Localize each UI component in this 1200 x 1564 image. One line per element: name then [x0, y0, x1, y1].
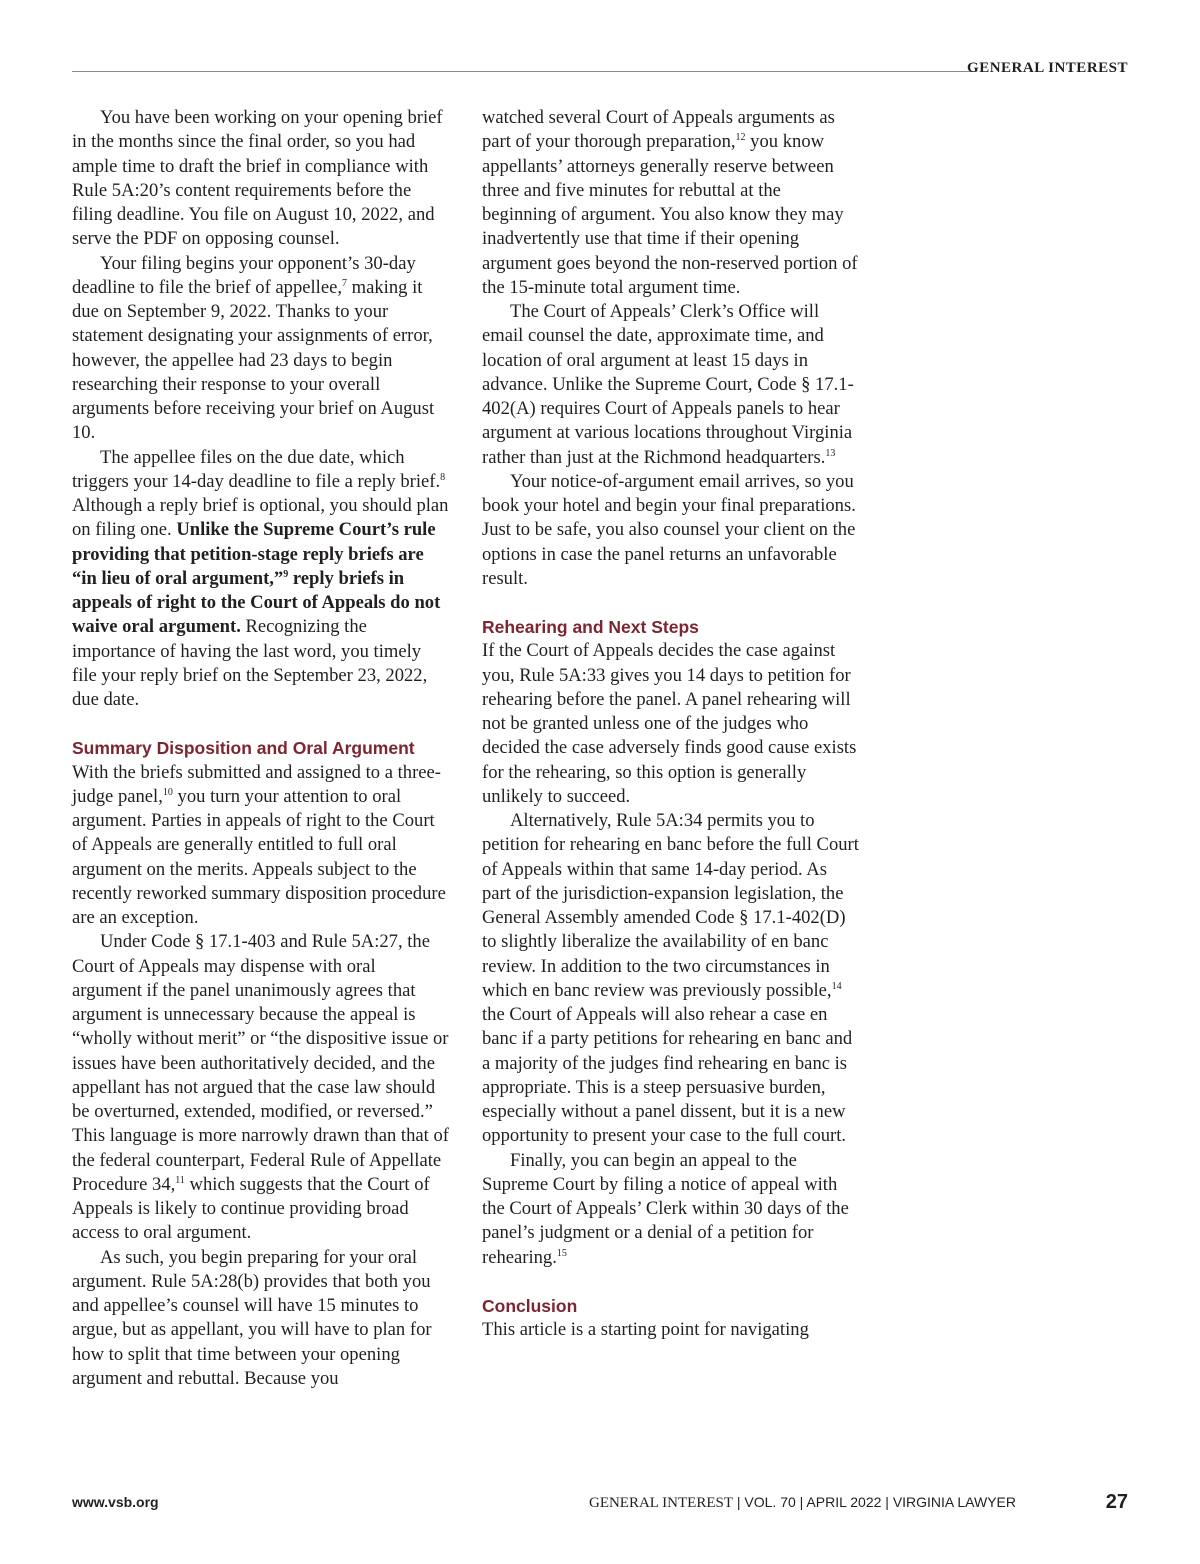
footnote-ref: 15 [556, 1247, 567, 1259]
footnote-ref: 13 [825, 447, 836, 459]
paragraph: Alternatively, Rule 5A:34 permits you to petition for rehearing en banc before the full Court of Appeals within that same 14-day period. As part of the jurisdiction-expansion legislation, the General Assembly amended Code § 17.1-402(D) to slightly liberalize the availability of en banc review. In addition to the two circumstances in which en banc review was previously possible,$^{14}$ the Court of Appeals will also rehear a case en banc if a party petitions for rehearing en banc and a majority of the judges find rehearing en banc is appropriate. This is a steep persuasive burden, especially without a panel dissent, but it is a new opportunity to present your case to the full court. [482, 810, 859, 1147]
footnote-ref: 9 [283, 568, 289, 580]
paragraph: Your filing begins your opponent’s 30-day deadline to file the brief of appellee,$^7$ making it due on September 9, 2022. Thanks to your statement designating your assignments of error, however, the appellee had 23 days to begin researching their response to your overall arguments before receiving your brief on August 10. [72, 252, 435, 444]
left-column [72, 106, 449, 1391]
section-header: GENERAL INTEREST [967, 60, 1128, 76]
footnote-ref: 14 [831, 980, 842, 992]
paragraph: As such, you begin preparing for your oral argument. Rule 5A:28(b) provides that both you and appellee’s counsel will have 15 minutes to argue, but as appellant, you will have to plan for how to split that time between your opening argument and rebuttal. Because you [72, 1246, 432, 1389]
paragraph: With the briefs submitted and assigned to a three-judge panel,$^{10}$ you turn your attention to oral argument. Parties in appeals of right to the Court of Appeals are generally entitled to full oral argument on the merits. Appeals subject to the recently reworked summary disposition procedure are an exception. [72, 761, 446, 928]
footnote-ref: 11 [175, 1174, 185, 1186]
right-column [482, 106, 859, 1342]
page-number: 27 [1105, 1491, 1128, 1513]
section-heading-conclusion: Conclusion [482, 1295, 578, 1316]
bold-emphasis: Unlike the Supreme Court’s rule providing that petition-stage reply briefs are “in lieu of oral argument,”$^9$ reply briefs in appeals of right to the Court of Appeals do not waive oral argument. [72, 519, 441, 638]
footer-issue: | VOL. 70 | APRIL 2022 | VIRGINIA LAWYER [733, 1494, 1016, 1510]
paragraph: watched several Court of Appeals arguments as part of your thorough preparation,$^{12}$ you know appellants’ attorneys generally reserve between three and five minutes for rebuttal at the beginning of argument. You also know they may inadvertently use that time if their opening argument goes beyond the non-reserved portion of the 15-minute total argument time. [482, 107, 858, 298]
paragraph: You have been working on your opening brief in the months since the final order, so you had ample time to draft the brief in compliance with Rule 5A:20’s content requirements before the filing deadline. You file on August 10, 2022, and serve the PDF on opposing counsel. [72, 107, 443, 250]
paragraph: Your notice-of-argument email arrives, so you book your hotel and begin your final preparations. Just to be safe, you also counsel your client on the options in case the panel returns an unfavorable result. [482, 470, 856, 589]
footnote-ref: 7 [342, 277, 347, 289]
section-heading-rehearing: Rehearing and Next Steps [482, 617, 699, 637]
footnote-ref: 12 [735, 132, 746, 144]
paragraph: If the Court of Appeals decides the case against you, Rule 5A:33 gives you 14 days to petition for rehearing before the panel. A panel rehearing will not be granted unless one of the judges who decided the case adversely finds good cause exists for the rehearing, so this option is generally unlikely to succeed. [482, 640, 857, 807]
paragraph: Finally, you can begin an appeal to the Supreme Court by filing a notice of appeal with the Court of Appeals’ Clerk within 30 days of the panel’s judgment or a denial of a petition for rehearing.$^{15}$ [482, 1149, 849, 1268]
section-heading-summary-disposition: Summary Disposition and Oral Argument [72, 738, 415, 759]
footer-publication-info [589, 1494, 1016, 1512]
footnote-ref: 8 [440, 471, 446, 483]
footer-section: GENERAL INTEREST [588, 1495, 733, 1511]
header-rule [72, 71, 972, 72]
paragraph: The appellee files on the due date, which triggers your 14-day deadline to file a reply brief.$^8$ Although a reply brief is optional, you should plan on filing one. Unlike the Supreme Court’s rule providing that petition-stage reply briefs are “in lieu of oral argument,”$^9$ reply briefs in appeals of right to the Court of Appeals do not waive oral argument. Recognizing the importance of having the last word, you timely file your reply brief on the September 23, 2022, due date. [72, 446, 449, 710]
footnote-ref: 10 [162, 786, 173, 798]
footer-url: www.vsb.org [72, 1494, 159, 1510]
paragraph: This article is a starting point for navigating [482, 1319, 809, 1340]
paragraph: The Court of Appeals’ Clerk’s Office will email counsel the date, approximate time, and location of oral argument at least 15 days in advance. Unlike the Supreme Court, Code § 17.1-402(A) requires Court of Appeals panels to hear argument at various locations throughout Virginia rather than just at the Richmond headquarters.$^{13}$ [482, 301, 854, 468]
paragraph: Under Code § 17.1-403 and Rule 5A:27, the Court of Appeals may dispense with oral argument if the panel unanimously agrees that argument is unnecessary because the appeal is “wholly without merit” or “the dispositive issue or issues have been authoritatively decided, and the appellant has not argued that the case law should be overturned, extended, modified, or reversed.” This language is more narrowly drawn than that of the federal counterpart, Federal Rule of Appellate Procedure 34,11 which suggests that the Court of Appeals is likely to continue providing broad access to oral argument. [72, 931, 449, 1244]
